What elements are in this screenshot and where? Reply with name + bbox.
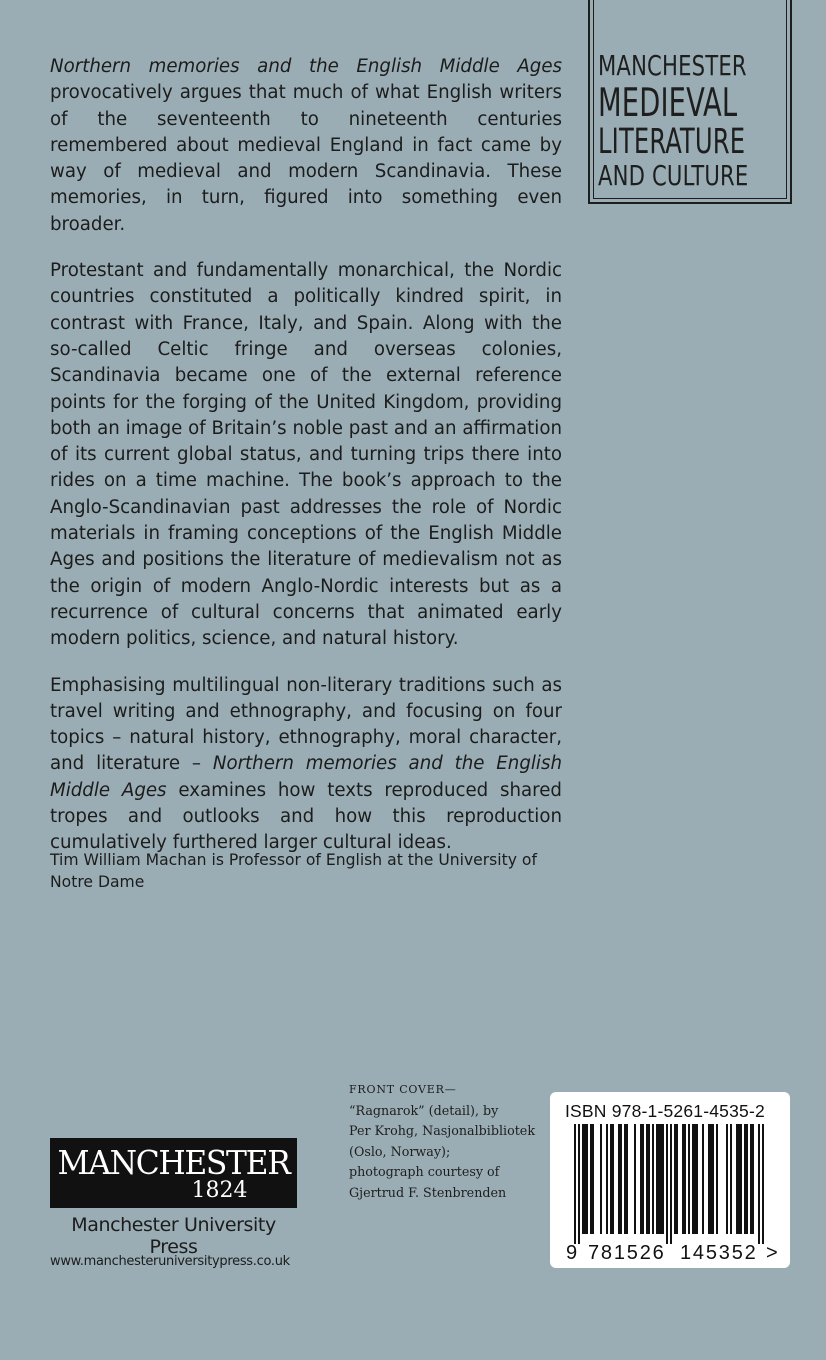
- barcode-bar: [752, 1124, 754, 1234]
- barcode-bar: [640, 1124, 642, 1234]
- cover-credit-line-3: (Oslo, Norway);: [349, 1143, 451, 1159]
- barcode-bar: [694, 1124, 696, 1234]
- barcode-bar: [738, 1124, 740, 1234]
- barcode-bar: [710, 1124, 712, 1234]
- barcode-bar: [712, 1124, 714, 1234]
- author-note: Tim William Machan is Professor of English at the University of Notre Dame: [50, 851, 537, 891]
- barcode-bar: [634, 1124, 636, 1234]
- barcode-bar: [666, 1124, 668, 1244]
- blurb: [50, 54, 562, 877]
- series-line-2: MEDIEVAL: [598, 81, 738, 126]
- barcode-digits-left: 781526: [588, 1242, 666, 1264]
- barcode-bar: [662, 1124, 664, 1234]
- barcode-bar: [590, 1124, 592, 1234]
- barcode-bar: [746, 1124, 748, 1234]
- barcode-bar: [656, 1124, 658, 1234]
- series-line-4: AND CULTURE: [598, 159, 749, 192]
- barcode-bar: [584, 1124, 586, 1234]
- barcode-bar: [624, 1124, 626, 1234]
- series-logo: [593, 0, 787, 199]
- book-title-italic-2: Northern memories and the English Middle Ages: [50, 753, 562, 801]
- cover-credit-line-5: Gjertrud F. Stenbrenden: [349, 1184, 507, 1200]
- barcode-bar: [642, 1124, 644, 1234]
- blurb-p3-end: examines how texts reproduced shared tropes and outlooks and how this reproduction cumulatively furthered larger cultural ideas.: [50, 779, 562, 854]
- series-line-3: LITERATURE: [598, 122, 746, 162]
- barcode-bar: [762, 1124, 764, 1244]
- blurb-p3-start: Emphasising multilingual non-literary traditions such as travel writing and ethnography, and focusing on four topics – natural history, ethnography, moral character, and literature –: [50, 674, 562, 775]
- barcode-bar: [620, 1124, 622, 1234]
- barcode-bar: [688, 1124, 690, 1234]
- barcode-bar: [726, 1124, 728, 1234]
- cover-credit-line-2: Per Krohg, Nasjonalbibliotek: [349, 1123, 536, 1138]
- barcode-bar: [682, 1124, 684, 1234]
- barcode-digit-first: 9: [566, 1242, 578, 1264]
- barcode-bar: [730, 1124, 732, 1234]
- barcode-bar: [648, 1124, 650, 1234]
- book-title-italic: Northern memories and the English Middle Ages: [50, 56, 562, 77]
- barcode-bar: [674, 1124, 676, 1234]
- barcode-digits-right: 145352: [680, 1242, 758, 1264]
- barcode-bar: [592, 1124, 594, 1234]
- isbn-label: ISBN 978-1-5261-4535-2: [565, 1101, 765, 1121]
- barcode-bar: [582, 1124, 584, 1234]
- blurb-paragraph-3: [50, 673, 562, 857]
- publisher-logo-year: 1824: [191, 1178, 248, 1203]
- series-line-1: MANCHESTER: [598, 49, 747, 82]
- barcode-bar: [744, 1124, 746, 1234]
- barcode-bar: [716, 1124, 718, 1234]
- cover-credit-line-1: “Ragnarok” (detail), by: [349, 1102, 499, 1118]
- barcode-bar: [646, 1124, 648, 1234]
- barcode-bars: [574, 1124, 764, 1244]
- publisher-logo-word: MANCHESTER: [57, 1143, 290, 1182]
- barcode-bar: [600, 1124, 602, 1234]
- publisher-name: Manchester University Press: [71, 1214, 276, 1258]
- cover-credit-heading: FRONT COVER—: [349, 1083, 457, 1096]
- barcode-bar: [618, 1124, 620, 1234]
- barcode-bar: [612, 1124, 614, 1234]
- barcode-bar: [692, 1124, 694, 1234]
- barcode-bar: [578, 1124, 580, 1244]
- barcode-bar: [736, 1124, 738, 1234]
- cover-credit: [349, 1080, 549, 1203]
- barcode-bar: [586, 1124, 588, 1234]
- barcode-bar: [574, 1124, 576, 1244]
- barcode-bar: [652, 1124, 654, 1234]
- barcode-bar: [750, 1124, 752, 1234]
- cover-credit-line-4: photograph courtesy of: [349, 1164, 500, 1179]
- barcode-bar: [626, 1124, 628, 1234]
- barcode-arrow: >: [766, 1242, 778, 1264]
- barcode-bar: [676, 1124, 678, 1234]
- barcode-bar: [702, 1124, 704, 1234]
- barcode-bar: [660, 1124, 662, 1234]
- barcode-bar: [696, 1124, 698, 1234]
- barcode-bar: [610, 1124, 612, 1234]
- barcode: [562, 1124, 776, 1244]
- blurb-p1-text: provocatively argues that much of what English writers of the seventeenth to nineteenth centuries remembered about medieval England in fact came by way of medieval and modern Scandinavia. These memories, in turn, figured into something even broader.: [50, 82, 562, 235]
- barcode-bar: [606, 1124, 608, 1234]
- barcode-bar: [740, 1124, 742, 1234]
- barcode-bar: [708, 1124, 710, 1234]
- barcode-bar: [658, 1124, 660, 1234]
- publisher-url[interactable]: www.manchesteruniversitypress.co.uk: [50, 1254, 290, 1269]
- blurb-paragraph-2: Protestant and fundamentally monarchical, the Nordic countries constituted a politically kindred spirit, in contrast with France, Italy, and Spain. Along with the so-called Celtic fringe and overseas colonies, Scandinavia became one of the external reference points for the forging of the United Kingdom, providing both an image of Britain’s noble past and an affirmation of its current global status, and turning trips there into rides on a time machine. The book’s approach to the Anglo-Scandinavian past addresses the role of Nordic materials in framing conceptions of the English Middle Ages and positions the literature of medievalism not as the origin of modern Anglo-Nordic interests but as a recurrence of cultural concerns that animated early modern politics, science, and natural history.: [50, 260, 562, 650]
- barcode-bar: [758, 1124, 760, 1244]
- barcode-bar: [684, 1124, 686, 1234]
- blurb-paragraph-1: [50, 54, 562, 238]
- publisher-logo: [50, 1138, 297, 1208]
- barcode-bar: [670, 1124, 672, 1244]
